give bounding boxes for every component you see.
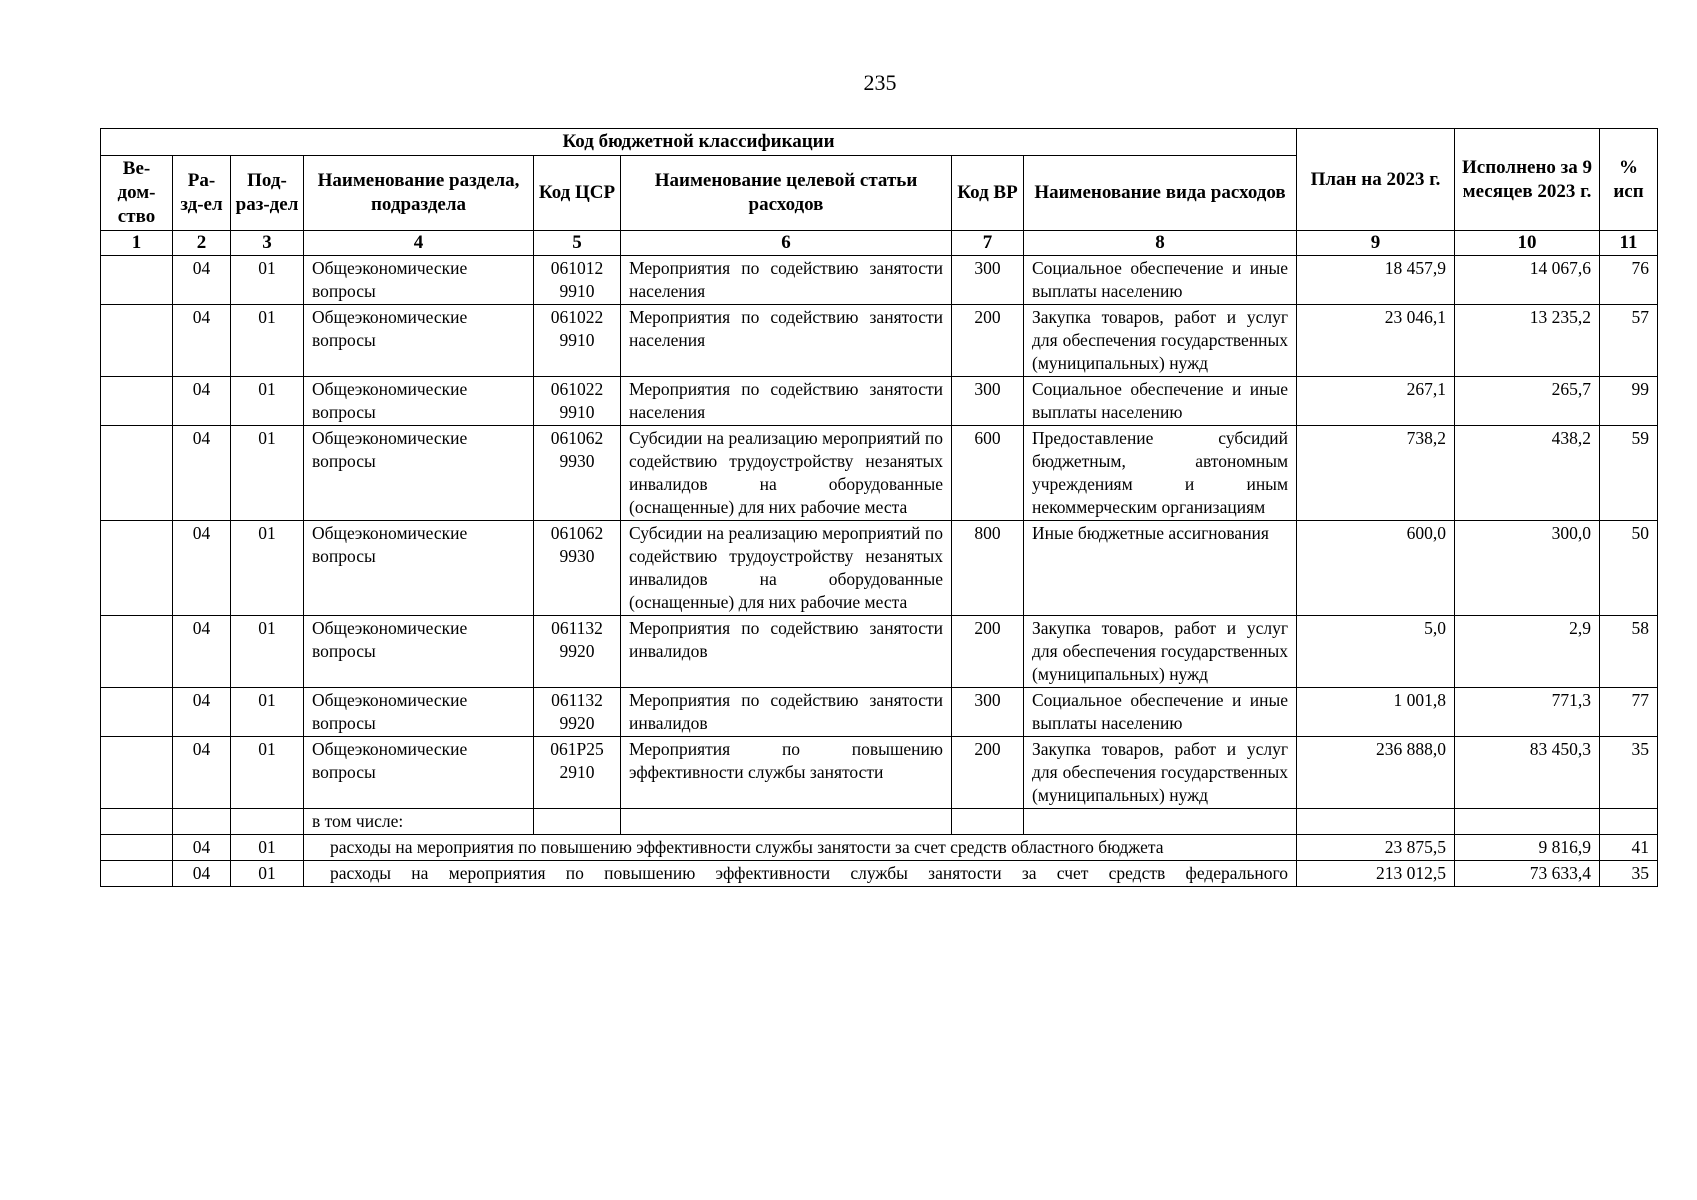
table-row <box>101 305 1658 377</box>
cell-podrazdel: 01 <box>231 305 304 377</box>
cell-vr-name: Иные бюджетные ассигнования <box>1024 521 1297 616</box>
cell-razdel: 04 <box>173 377 231 426</box>
cell-podrazdel: 01 <box>231 521 304 616</box>
cell-csr-name: Субсидии на реализацию мероприятий по содействию трудоустройству незанятых инвалидов на оборудованные (оснащенные) для них рабочие места <box>621 426 952 521</box>
cell-csr: 061062 9930 <box>534 521 621 616</box>
cell-razdel: 04 <box>173 426 231 521</box>
cell-pct: 41 <box>1600 835 1658 861</box>
cell-podrazdel: 01 <box>231 616 304 688</box>
cell-fact: 9 816,9 <box>1455 835 1600 861</box>
header-vr: Код ВР <box>952 156 1024 231</box>
cell-pct: 77 <box>1600 688 1658 737</box>
cell-vr-name: Предоставление субсидий бюджетным, автономным учреждениям и иным некоммерческим организациям <box>1024 426 1297 521</box>
cell-razdel-name: Общеэкономические вопросы <box>304 737 534 809</box>
cell-plan: 213 012,5 <box>1297 861 1455 887</box>
table-row <box>101 737 1658 809</box>
cell-vr: 200 <box>952 737 1024 809</box>
cell-csr: 061P25 2910 <box>534 737 621 809</box>
column-number: 7 <box>952 231 1024 256</box>
cell-podrazdel: 01 <box>231 377 304 426</box>
cell-fact: 771,3 <box>1455 688 1600 737</box>
cell-plan: 267,1 <box>1297 377 1455 426</box>
column-numbers-row <box>101 231 1658 256</box>
column-number: 10 <box>1455 231 1600 256</box>
cell-vedomstvo <box>101 256 173 305</box>
cell-razdel: 04 <box>173 521 231 616</box>
cell-csr: 061132 9920 <box>534 688 621 737</box>
cell-fact: 438,2 <box>1455 426 1600 521</box>
cell-razdel: 04 <box>173 256 231 305</box>
column-number: 8 <box>1024 231 1297 256</box>
table-row <box>101 256 1658 305</box>
cell-csr: 061022 9910 <box>534 377 621 426</box>
header-pct: % исп <box>1600 129 1658 231</box>
cell-razdel-name: Общеэкономические вопросы <box>304 377 534 426</box>
cell-pct: 57 <box>1600 305 1658 377</box>
including-row <box>101 809 1658 835</box>
sub-row <box>101 835 1658 861</box>
cell-podrazdel: 01 <box>231 861 304 887</box>
cell-vr-name: Закупка товаров, работ и услуг для обеспечения государственных (муниципальных) нужд <box>1024 305 1297 377</box>
cell-razdel: 04 <box>173 737 231 809</box>
cell-csr-name: Субсидии на реализацию мероприятий по содействию трудоустройству незанятых инвалидов на оборудованные (оснащенные) для них рабочие места <box>621 521 952 616</box>
cell-pct: 59 <box>1600 426 1658 521</box>
cell-razdel: 04 <box>173 688 231 737</box>
budget-table <box>100 128 1658 887</box>
cell-csr-name: Мероприятия по содействию занятости населения <box>621 305 952 377</box>
header-razdel: Ра-зд-ел <box>173 156 231 231</box>
column-number: 5 <box>534 231 621 256</box>
table-row <box>101 426 1658 521</box>
header-group-row <box>101 129 1658 156</box>
cell-podrazdel: 01 <box>231 256 304 305</box>
cell-fact: 73 633,4 <box>1455 861 1600 887</box>
cell-vr-name: Социальное обеспечение и иные выплаты населению <box>1024 377 1297 426</box>
header-vr-name: Наименование вида расходов <box>1024 156 1297 231</box>
header-fact: Исполнено за 9 месяцев 2023 г. <box>1455 129 1600 231</box>
cell-razdel-name: Общеэкономические вопросы <box>304 521 534 616</box>
cell-pct: 50 <box>1600 521 1658 616</box>
column-number: 6 <box>621 231 952 256</box>
header-plan: План на 2023 г. <box>1297 129 1455 231</box>
sub-row-description: расходы на мероприятия по повышению эффективности службы занятости за счет средств областного бюджета <box>304 835 1297 861</box>
cell-plan: 738,2 <box>1297 426 1455 521</box>
table-row <box>101 377 1658 426</box>
cell-vr: 300 <box>952 688 1024 737</box>
column-number: 1 <box>101 231 173 256</box>
cell-fact: 14 067,6 <box>1455 256 1600 305</box>
cell-fact: 300,0 <box>1455 521 1600 616</box>
cell-vr-name: Социальное обеспечение и иные выплаты населению <box>1024 688 1297 737</box>
cell-pct: 35 <box>1600 861 1658 887</box>
cell-csr: 061062 9930 <box>534 426 621 521</box>
sub-row <box>101 861 1658 887</box>
cell-razdel-name: Общеэкономические вопросы <box>304 426 534 521</box>
cell-vedomstvo <box>101 305 173 377</box>
cell-vr: 800 <box>952 521 1024 616</box>
cell-vedomstvo <box>101 688 173 737</box>
cell-vr-name: Закупка товаров, работ и услуг для обеспечения государственных (муниципальных) нужд <box>1024 737 1297 809</box>
cell-razdel-name: Общеэкономические вопросы <box>304 256 534 305</box>
cell-plan: 5,0 <box>1297 616 1455 688</box>
cell-pct: 99 <box>1600 377 1658 426</box>
column-number: 4 <box>304 231 534 256</box>
cell-podrazdel: 01 <box>231 426 304 521</box>
cell-vr: 300 <box>952 256 1024 305</box>
cell-podrazdel: 01 <box>231 835 304 861</box>
cell-pct: 58 <box>1600 616 1658 688</box>
cell-csr-name: Мероприятия по содействию занятости населения <box>621 256 952 305</box>
including-label: в том числе: <box>304 809 534 835</box>
column-number: 2 <box>173 231 231 256</box>
cell-plan: 18 457,9 <box>1297 256 1455 305</box>
header-csr: Код ЦСР <box>534 156 621 231</box>
cell-csr-name: Мероприятия по повышению эффективности службы занятости <box>621 737 952 809</box>
cell-pct: 35 <box>1600 737 1658 809</box>
cell-vedomstvo <box>101 426 173 521</box>
header-podrazdel: Под-раз-дел <box>231 156 304 231</box>
cell-podrazdel: 01 <box>231 737 304 809</box>
cell-csr: 061022 9910 <box>534 305 621 377</box>
cell-podrazdel: 01 <box>231 688 304 737</box>
cell-csr-name: Мероприятия по содействию занятости инвалидов <box>621 616 952 688</box>
cell-fact: 13 235,2 <box>1455 305 1600 377</box>
column-number: 11 <box>1600 231 1658 256</box>
table-row <box>101 688 1658 737</box>
cell-fact: 83 450,3 <box>1455 737 1600 809</box>
header-razdel-name: Наименование раздела, подраздела <box>304 156 534 231</box>
cell-vedomstvo <box>101 616 173 688</box>
table-row <box>101 616 1658 688</box>
cell-pct: 76 <box>1600 256 1658 305</box>
cell-csr-name: Мероприятия по содействию занятости населения <box>621 377 952 426</box>
header-vedomstvo: Ве-дом-ство <box>101 156 173 231</box>
cell-vr-name: Закупка товаров, работ и услуг для обеспечения государственных (муниципальных) нужд <box>1024 616 1297 688</box>
cell-razdel: 04 <box>173 835 231 861</box>
cell-csr: 061012 9910 <box>534 256 621 305</box>
cell-razdel: 04 <box>173 861 231 887</box>
cell-vr: 200 <box>952 616 1024 688</box>
cell-plan: 23 046,1 <box>1297 305 1455 377</box>
cell-plan: 600,0 <box>1297 521 1455 616</box>
cell-razdel-name: Общеэкономические вопросы <box>304 616 534 688</box>
cell-vedomstvo <box>101 521 173 616</box>
cell-razdel: 04 <box>173 616 231 688</box>
cell-razdel: 04 <box>173 305 231 377</box>
table-row <box>101 521 1658 616</box>
cell-vr: 200 <box>952 305 1024 377</box>
cell-vr: 300 <box>952 377 1024 426</box>
page-number: 235 <box>863 70 897 95</box>
column-number: 3 <box>231 231 304 256</box>
cell-plan: 236 888,0 <box>1297 737 1455 809</box>
cell-plan: 23 875,5 <box>1297 835 1455 861</box>
cell-vr-name: Социальное обеспечение и иные выплаты населению <box>1024 256 1297 305</box>
cell-csr: 061132 9920 <box>534 616 621 688</box>
cell-vr: 600 <box>952 426 1024 521</box>
cell-razdel-name: Общеэкономические вопросы <box>304 688 534 737</box>
column-number: 9 <box>1297 231 1455 256</box>
cell-csr-name: Мероприятия по содействию занятости инвалидов <box>621 688 952 737</box>
cell-vedomstvo <box>101 377 173 426</box>
sub-row-description: расходы на мероприятия по повышению эффективности службы занятости за счет средств федерального <box>304 861 1297 887</box>
cell-vedomstvo <box>101 737 173 809</box>
cell-fact: 265,7 <box>1455 377 1600 426</box>
cell-razdel-name: Общеэкономические вопросы <box>304 305 534 377</box>
cell-fact: 2,9 <box>1455 616 1600 688</box>
header-budget-classification: Код бюджетной классификации <box>101 129 1297 156</box>
cell-plan: 1 001,8 <box>1297 688 1455 737</box>
header-csr-name: Наименование целевой статьи расходов <box>621 156 952 231</box>
